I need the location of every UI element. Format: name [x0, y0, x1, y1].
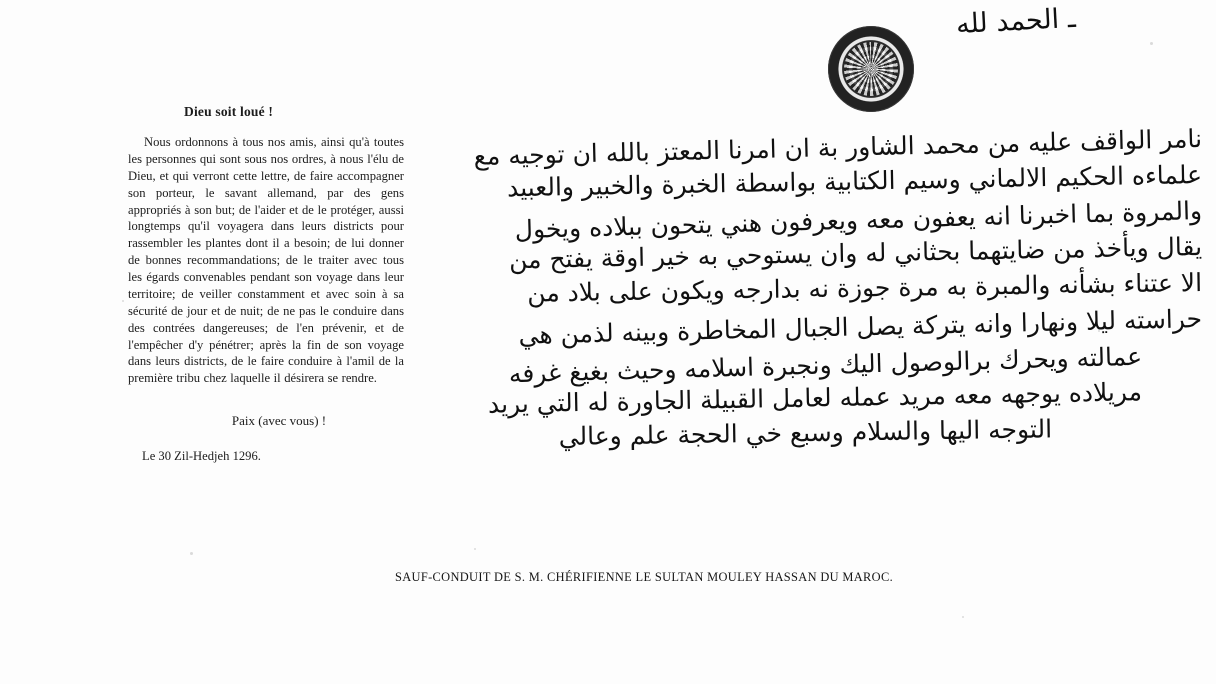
arabic-line: حراسته ليلا ونهارا وانه يتركة يصل الجبال المخاطرة وبينه لذمن هي	[518, 304, 1203, 350]
arabic-text-block	[412, 126, 1202, 450]
arabic-line: التوجه اليها والسلام وسبع خي الحجة علم وعالي	[558, 414, 1053, 452]
arabic-line: مريلاده يوجهه معه مريد عمله لعامل القبيلة الجاورة له التي يريد	[487, 377, 1143, 419]
sultan-seal-icon	[828, 26, 914, 112]
french-translation-column	[128, 104, 404, 464]
arabic-line: نامر الواقف عليه من محمد الشاور بة ان امرنا المعتز بالله ان توجيه مع	[473, 124, 1203, 171]
arabic-line: الا عتناء بشأنه والمبرة به مرة جوزة نه بدارجه ويكون على بلاد من	[527, 268, 1203, 308]
plate-caption: SAUF-CONDUIT DE S. M. CHÉRIFIENNE LE SULTAN MOULEY HASSAN DU MAROC.	[394, 570, 894, 584]
arabic-line: عمالته ويحرك برالوصول اليك ونجبرة اسلامه وحيث بغيغ غرفه	[508, 341, 1143, 389]
arabic-line: والمروة بما اخبرنا انه يعفون معه ويعرفون هني يتحون ببلاده ويخول	[514, 196, 1203, 245]
scan-speck	[122, 300, 124, 302]
arabic-line: علماءه الحكيم الالماني وسيم الكتابية بواسطة الخبرة والخبير والعبيد	[506, 160, 1203, 203]
scan-speck	[190, 552, 193, 555]
invocation-line: Dieu soit loué !	[184, 104, 274, 119]
arabic-line: يقال ويأخذ من ضايتهما بحثاني له وان يستوحي به خير اوقة يفتح من	[508, 232, 1203, 275]
peace-formula: Paix (avec vous) !	[231, 413, 327, 429]
arabic-margin-note: ‏ـ الحمد لله	[955, 2, 1077, 41]
french-body-text: Nous ordonnons à tous nos amis, ainsi qu'à toutes les personnes qui sont sous nos ordres, à nous l'élu de Dieu, et qui verront cette lettre, de faire accompagner son porteur, le savant allemand, par des gens appropriés à son but; de l'aider et de le protéger, aussi longtemps qu'il voyagera dans leurs districts pour rassembler les plantes dont il a besoin; de lui donner de bonnes recommandations; de le traiter avec tous les égards convenables pendant son voyage dans leur territoire; de veiller constamment et avec soin à sa sécurité de jour et de nuit; de ne pas le conduire dans des contrées dangereuses; de l'en prévenir, et de l'empêcher d'y pénétrer; après la fin de son voyage dans leurs districts, de le faire conduire à l'amil de la première tribu chez laquelle il désirera se rendre.	[128, 135, 404, 386]
date-line: Le 30 Zil-Hedjeh 1296.	[142, 449, 261, 464]
